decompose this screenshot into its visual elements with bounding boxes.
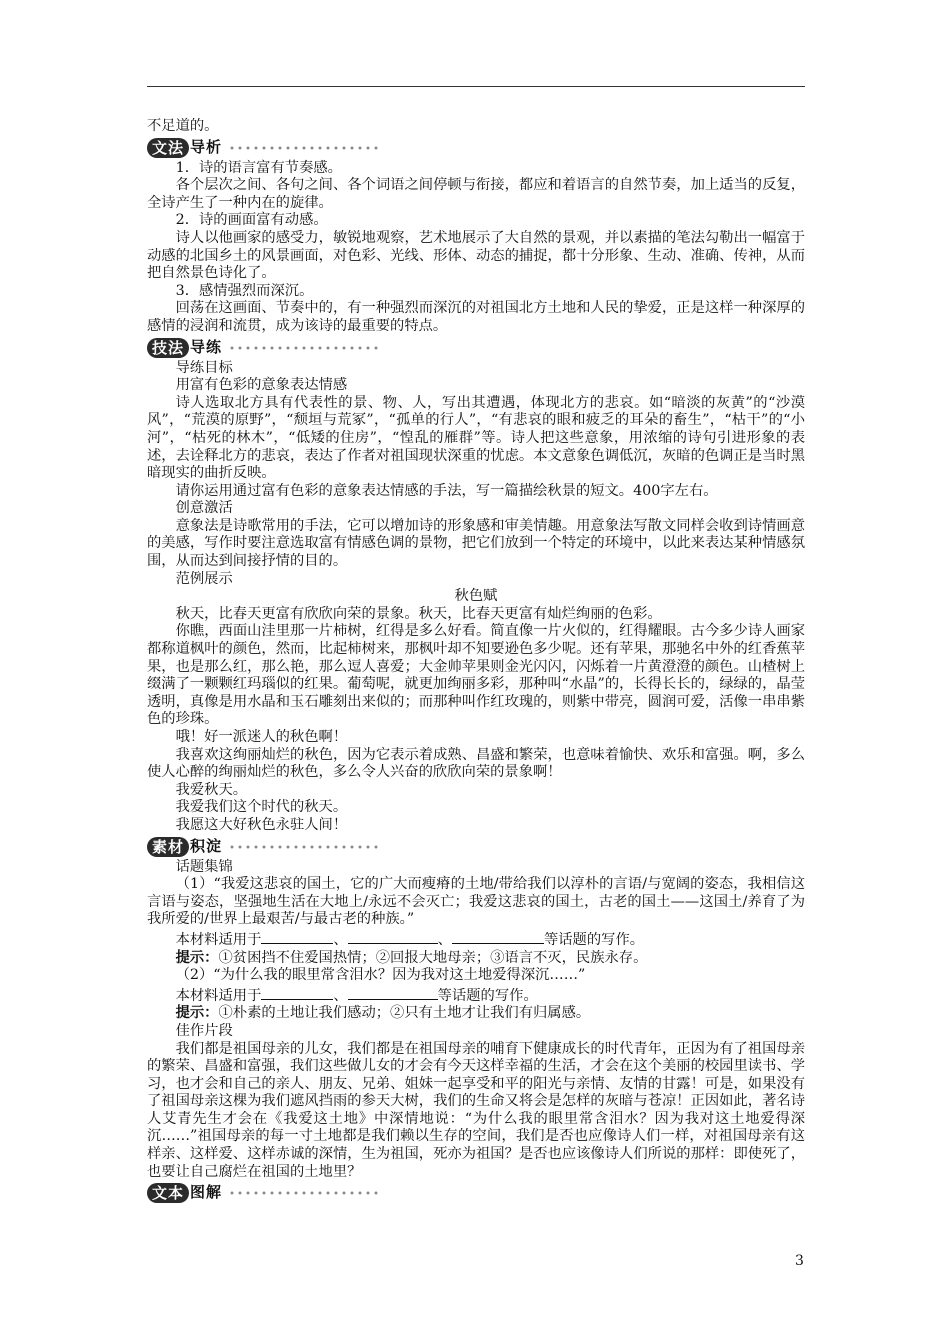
- section-heading-sucai: [147, 835, 805, 859]
- paragraph: 秋天，比春天更富有欣欣向荣的景象。秋天，比春天更富有灿烂绚丽的色彩。: [175, 605, 662, 622]
- paragraph: 回荡在这画面、节奏中的，有一种强烈而深沉的对祖国北方土地和人民的挚爱，正是这样一种深厚的感情的浸润和流贯，成为该诗的最重要的特点。: [147, 300, 805, 334]
- dotted-divider: [228, 1190, 378, 1196]
- paragraph: （1）“我爱这悲哀的国土，它的广大而瘦瘠的土地/带给我们以淳朴的言语/与宽阔的姿态，我相信这言语与姿态，坚强地生活在大地上/永远不会灭亡；我爱这悲哀的国土，古老的国土——这国土/养育了为我所爱的/世界上最艰苦/与最古老的种族。”: [147, 876, 805, 928]
- section-heading-jifa: [147, 336, 805, 360]
- paragraph: （2）“为什么我的眼里常含泪水？因为我对这土地爱得深沉……”: [175, 967, 586, 984]
- answer-blank[interactable]: [452, 929, 544, 944]
- subheading: 导练目标: [175, 359, 233, 376]
- answer-blank[interactable]: [261, 985, 333, 1000]
- section-heading-wenfa: [147, 136, 805, 160]
- intro-tail: 不足道的。: [147, 118, 219, 134]
- paragraph: 我喜欢这绚丽灿烂的秋色，因为它表示着成熟、昌盛和繁荣，也意味着愉快、欢乐和富强。啊，多么使人心醉的绚丽灿烂的秋色，多么令人兴奋的欣欣向荣的景象啊！: [147, 746, 805, 781]
- dotted-divider: [228, 145, 378, 151]
- fill-text: 等话题的写作。: [543, 931, 645, 948]
- page-number: 3: [795, 1253, 804, 1269]
- dotted-divider: [228, 345, 378, 351]
- fill-text: 本材料适用于: [175, 987, 262, 1004]
- subheading: 话题集锦: [175, 858, 233, 875]
- answer-blank[interactable]: [348, 929, 438, 944]
- fill-text: 本材料适用于: [175, 931, 262, 948]
- paragraph: 请你运用通过富有色彩的意象表达情感的手法，写一篇描绘秋景的短文。400字左右。: [175, 482, 718, 499]
- tip-text: ①朴素的土地让我们感动；②只有土地才让我们有归属感。: [218, 1005, 591, 1022]
- section-badge: 素材: [147, 837, 189, 857]
- paragraph: 我愿这大好秋色永驻人间！: [175, 816, 348, 833]
- answer-blank[interactable]: [348, 985, 438, 1000]
- separator: 、: [437, 931, 452, 948]
- section-badge: 文本: [147, 1183, 189, 1203]
- section-title: 导析: [190, 137, 223, 156]
- paragraph: 用富有色彩的意象表达情感: [175, 377, 348, 394]
- paragraph: 我爱秋天。: [175, 781, 248, 798]
- section-badge: 技法: [147, 338, 189, 358]
- paragraph: 2．诗的画面富有动感。: [175, 212, 328, 229]
- header-rule: [147, 86, 805, 87]
- subheading: 范例展示: [175, 570, 233, 587]
- paragraph: 我爱我们这个时代的秋天。: [175, 799, 348, 816]
- subheading: 佳作片段: [175, 1022, 233, 1039]
- tip-label: 提示：: [175, 949, 219, 966]
- fill-in-line: [147, 929, 805, 950]
- section-title: 图解: [190, 1183, 223, 1202]
- paragraph: 你瞧，西面山洼里那一片柿树，红得是多么好看。简直像一片火似的，红得耀眼。古今多少诗人画家都称道枫叶的颜色，然而，比起柿树来，那枫叶却不知要逊色多少呢。还有苹果，那驰名中外的红香蕉苹果，也是那么红，那么艳，那么逗人喜爱；大金帅苹果则金光闪闪，闪烁着一片黄澄澄的颜色。山楂树上缀满了一颗颗红玛瑙似的红果。葡萄呢，就更加绚丽多彩，那种叫“水晶”的，长得长长的，绿绿的，晶莹透明，真像是用水晶和玉石雕刻出来似的；而那种叫作红玫瑰的，则紫中带亮，圆润可爱，活像一串串紫色的珍珠。: [147, 623, 805, 728]
- paragraph: 各个层次之间、各句之间、各个词语之间停顿与衔接，都应和着语言的自然节奏，加上适当的反复，全诗产生了一种内在的旋律。: [147, 177, 805, 211]
- tip-text: ①贫困挡不住爱国热情；②回报大地母亲；③语言不灭，民族永存。: [218, 949, 648, 966]
- section-title: 积淀: [190, 836, 223, 855]
- page-content: [147, 118, 805, 1205]
- answer-blank[interactable]: [261, 929, 333, 944]
- paragraph: 诗人以他画家的感受力，敏锐地观察，艺术地展示了大自然的景观，并以素描的笔法勾勒出一幅富于动感的北国乡土的风景画面，对色彩、光线、形体、动态的捕捉，都十分形象、生动、准确、传神，从而把自然景色诗化了。: [147, 229, 805, 282]
- paragraph: 我们都是祖国母亲的儿女，我们都是在祖国母亲的哺育下健康成长的时代青年，正因为有了祖国母亲的繁荣、昌盛和富强，我们这些做儿女的才会有今天这样幸福的生活，才会在这个美丽的校园里读书、学习，也才会和自己的亲人、朋友、兄弟、姐妹一起享受和平的阳光与亲情、友情的甘露！可是，如果没有了祖国母亲这棵为我们遮风挡雨的参天大树，我们的生命又将会是怎样的灰暗与苍凉！正因如此，著名诗人艾青先生才会在《我爱这土地》中深情地说：“为什么我的眼里常含泪水？因为我对这土地爱得深沉……”祖国母亲的每一寸土地都是我们赖以生存的空间，我们是否也应像诗人们一样，对祖国母亲有这样亲、这样爱、这样赤诚的深情，生为祖国，死亦为祖国？是否也应该像诗人们所说的那样：即使死了，也要让自己腐烂在祖国的土地里？: [147, 1040, 805, 1180]
- section-heading-wenben: [147, 1181, 805, 1205]
- tip-label: 提示：: [175, 1005, 219, 1022]
- tip-line: [147, 1005, 805, 1023]
- subheading: 创意激活: [175, 500, 233, 517]
- paragraph: 哦！好一派迷人的秋色啊！: [175, 729, 348, 745]
- fill-text: 等话题的写作。: [437, 987, 538, 1004]
- paragraph: 意象法是诗歌常用的手法，它可以增加诗的形象感和审美情趣。用意象法写散文同样会收到诗情画意的美感，写作时要注意选取富有情感色调的景物，把它们放到一个特定的环境中，以此来表达某种情感氛围，从而达到间接抒情的目的。: [147, 517, 805, 570]
- section-title: 导练: [190, 337, 223, 356]
- separator: 、: [333, 987, 348, 1004]
- paragraph: 3．感情强烈而深沉。: [175, 282, 314, 299]
- paragraph: 诗人选取北方具有代表性的景、物、人，写出其遭遇，体现北方的悲哀。如“暗淡的灰黄”的“沙漠风”，“荒漠的原野”，“颓垣与荒冢”，“孤单的行人”，“有悲哀的眼和疲乏的耳朵的畜生”，“枯干”的“小河”，“枯死的林木”，“低矮的住房”，“惶乱的雁群”等。诗人把这些意象，用浓缩的诗句引进形象的表述，去诠释北方的悲哀，表达了作者对祖国现状深重的忧虑。本文意象色调低沉，灰暗的色调正是当时黑暗现实的曲折反映。: [147, 394, 805, 482]
- paragraph: 1．诗的语言富有节奏感。: [175, 159, 342, 176]
- fill-in-line: [147, 985, 805, 1006]
- example-title: 秋色赋: [454, 588, 498, 605]
- tip-line: [147, 950, 805, 968]
- separator: 、: [333, 931, 348, 948]
- dotted-divider: [228, 844, 378, 850]
- section-badge: 文法: [147, 138, 189, 158]
